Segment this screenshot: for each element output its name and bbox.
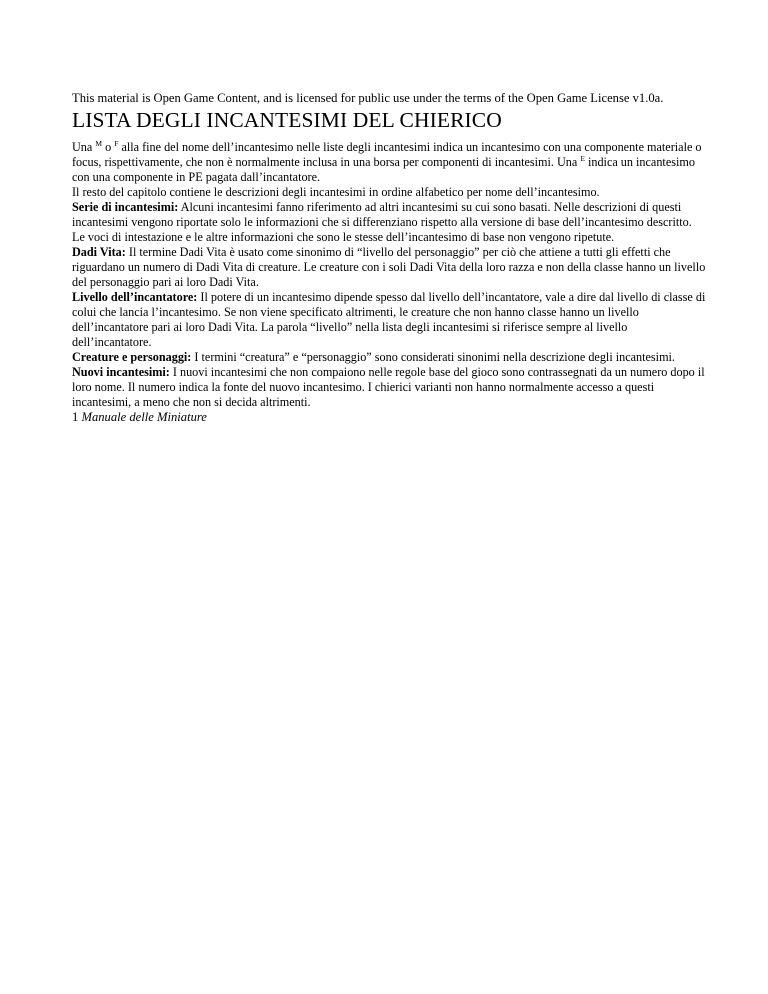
footnote xyxy=(72,410,706,425)
section-paragraph xyxy=(72,290,706,350)
section-text: I termini “creatura” e “personaggio” sono considerati sinonimi nella descrizione degli incantesimi. xyxy=(191,350,675,364)
section-text: I nuovi incantesimi che non compaiono nelle regole base del gioco sono contrassegnati da un numero dopo il loro nome. Il numero indica la fonte del nuovo incantesimo. I chierici varianti non hanno normalmente accesso a questi incantesimi, a meno che non si decida altrimenti. xyxy=(72,365,705,409)
intro-text-4: indica un incantesimo con una componente in PE pagata dall’incantatore. xyxy=(72,155,695,184)
section-text: Il potere di un incantesimo dipende spesso dal livello dell’incantatore, vale a dire dal livello di classe di colui che lancia l’incantesimo. Se non viene specificato altrimenti, le creature che non hanno classe hanno un livello dell’incantatore pari ai loro Dadi Vita. La parola “livello” nella lista degli incantesimi si riferisce sempre al livello dell’incantatore. xyxy=(72,290,706,349)
section-label: Dadi Vita: xyxy=(72,245,126,259)
section-label: Creature e personaggi: xyxy=(72,350,192,364)
document-body xyxy=(72,140,706,410)
license-notice: This material is Open Game Content, and is licensed for public use under the terms of the Open Game License v1.0a. xyxy=(72,91,664,105)
section-label: Serie di incantesimi: xyxy=(72,200,179,214)
intro-text-1: Una xyxy=(72,140,96,154)
section-text: Il termine Dadi Vita è usato come sinonimo di “livello del personaggio” per ciò che attiene a tutti gli effetti che riguardano un numero di Dadi Vita di creature. Le creature con i soli Dadi Vita della loro razza e non della classe hanno un livello del personaggio pari ai loro Dadi Vita. xyxy=(72,245,706,289)
section-paragraph xyxy=(72,245,706,290)
document-page xyxy=(72,91,706,425)
section-label: Nuovi incantesimi: xyxy=(72,365,170,379)
section-paragraph xyxy=(72,200,706,245)
section-label: Livello dell’incantatore: xyxy=(72,290,198,304)
section-paragraph xyxy=(72,365,706,410)
page-title: LISTA DEGLI INCANTESIMI DEL CHIERICO xyxy=(72,108,502,132)
footnote-source: Manuale delle Miniature xyxy=(81,410,207,424)
section-text: Alcuni incantesimi fanno riferimento ad altri incantesimi su cui sono basati. Nelle descrizioni di questi incantesimi vengono riportate solo le informazioni che si differenziano rispetto alla versione di base dell’incantesimo descritto. Le voci di intestazione e le altre informazioni che sono le stesse dell’incantesimo di base non vengono ripetute. xyxy=(72,200,692,244)
intro-text-2: o xyxy=(102,140,115,154)
material-superscript: M xyxy=(95,139,103,148)
footnote-number: 1 xyxy=(72,410,79,424)
rest-paragraph: Il resto del capitolo contiene le descrizioni degli incantesimi in ordine alfabetico per nome dell’incantesimo. xyxy=(72,185,600,199)
intro-paragraph xyxy=(72,140,706,185)
xp-superscript: E xyxy=(580,154,585,163)
section-paragraph xyxy=(72,350,706,365)
focus-superscript: F xyxy=(114,139,119,148)
intro-text-3: alla fine del nome dell’incantesimo nelle liste degli incantesimi indica un incantesimo con una componente materiale o focus, rispettivamente, che non è normalmente inclusa in una borsa per componenti di incantesimi. Una xyxy=(72,140,702,169)
